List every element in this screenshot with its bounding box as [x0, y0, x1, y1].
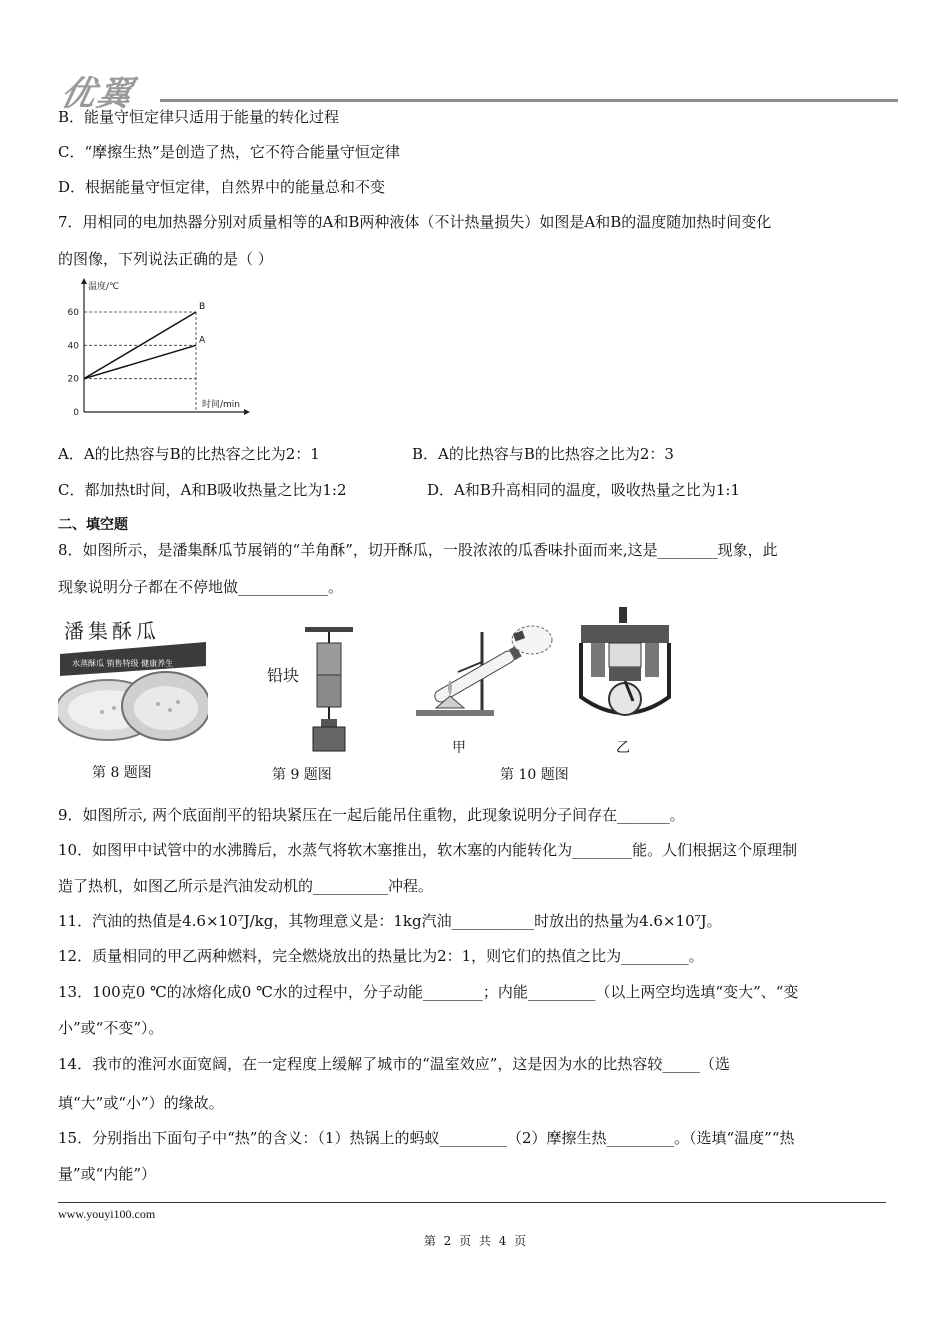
figure-9-label: 铅块 — [267, 666, 300, 685]
q6-option-b: B．能量守恒定律只适用于能量的转化过程 — [58, 108, 340, 126]
q7-stem-line1: 7．用相同的电加热器分别对质量相等的A和B两种液体（不计热量损失）如图是A和B的温度随加热时间变化 — [58, 213, 772, 231]
figure-8-slogan-text: 水蒸酥瓜 销售特级 健康养生 — [72, 659, 174, 668]
figure-10b-label: 乙 — [616, 740, 630, 756]
chart-series-label-A: A — [199, 335, 206, 346]
q10-stem-line1: 10．如图甲中试管中的水沸腾后，水蒸气将软木塞推出，软木塞的内能转化为________能。人们根据这个原理制 — [58, 841, 798, 859]
page-number: 第 2 页 共 4 页 — [423, 1234, 527, 1248]
q6-option-d: D．根据能量守恒定律，自然界中的能量总和不变 — [58, 178, 386, 196]
figure-8-melon-photo — [58, 618, 208, 748]
q9-stem: 9．如图所示, 两个底面削平的铅块紧压在一起后能吊住重物，此现象说明分子间存在_______。 — [58, 806, 685, 824]
q14-stem-line2: 填“大”或“小”）的缘故。 — [58, 1094, 224, 1112]
q12-stem: 12．质量相同的甲乙两种燃料，完全燃烧放出的热量比为2：1，则它们的热值之比为_________。 — [58, 947, 704, 965]
q14-stem-line1: 14．我市的淮河水面宽阔，在一定程度上缓解了城市的“温室效应”，这是因为水的比热容较_____（选 — [58, 1055, 730, 1073]
chart-x-label: 时间/min — [202, 400, 241, 410]
chart-y-arrow — [81, 278, 87, 284]
figure-8-caption: 第 8 题图 — [92, 765, 152, 781]
footer-rule — [58, 1202, 886, 1203]
brand-logo: 优翼 — [57, 74, 138, 114]
chart-y-tick-label: 0 — [73, 408, 79, 418]
q15-stem-line2: 量”或“内能”） — [58, 1165, 157, 1183]
figure-10-caption: 第 10 题图 — [500, 767, 569, 783]
header-rule — [160, 99, 898, 102]
chart-y-tick-label: 40 — [67, 341, 79, 352]
q10-stem-line2: 造了热机，如图乙所示是汽油发动机的__________冲程。 — [58, 877, 434, 895]
q13-stem-line1: 13．100克0 ℃的冰熔化成0 ℃水的过程中，分子动能________；内能_________（以上两空均选填“变大”、“变 — [58, 983, 799, 1001]
figure-10a-label: 甲 — [452, 740, 466, 756]
q15-stem-line1: 15．分别指出下面句子中“热”的含义：（1）热锅上的蚂蚁_________（2）摩擦生热_________。（选填“温度”“热 — [58, 1129, 795, 1147]
chart-series-line-A — [84, 345, 196, 378]
q6-option-c: C．“摩擦生热”是创造了热，它不符合能量守恒定律 — [58, 143, 400, 161]
section-title-fill-blank: 二、填空题 — [58, 517, 128, 533]
chart-y-tick-label: 60 — [67, 308, 79, 318]
figure-9-lead-blocks — [265, 625, 355, 755]
q13-stem-line2: 小”或“不变”）。 — [58, 1019, 164, 1037]
q11-stem: 11．汽油的热值是4.6×10⁷J/kg，其物理意义是：1kg汽油___________时放出的热量为4.6×10⁷J。 — [58, 912, 722, 930]
q7-option-b: B．A的比热容与B的比热容之比为2：3 — [412, 445, 674, 463]
chart-y-tick-label: 20 — [67, 374, 79, 385]
q8-stem-line2: 现象说明分子都在不停地做____________。 — [58, 578, 344, 596]
q7-option-d: D．A和B升高相同的温度，吸收热量之比为1:1 — [427, 481, 741, 499]
footer-url: www.youyi100.com — [58, 1207, 156, 1221]
chart-series-label-B: B — [199, 302, 206, 312]
chart-x-arrow — [244, 409, 250, 415]
q7-stem-line2: 的图像，下列说法正确的是（ ） — [58, 250, 273, 268]
figure-10a-test-tube — [410, 622, 555, 722]
figure-9-caption: 第 9 题图 — [272, 767, 332, 783]
q7-option-a: A．A的比热容与B的比热容之比为2：1 — [58, 445, 320, 463]
q8-stem-line1: 8．如图所示，是潘集酥瓜节展销的“羊角酥”，切开酥瓜，一股浓浓的瓜香味扑面而来,这是________现象，此 — [58, 541, 778, 559]
figure-10b-engine — [575, 605, 675, 725]
temperature-time-chart — [58, 278, 258, 423]
chart-y-label: 温度/℃ — [88, 282, 120, 292]
figure-8-banner-text: 潘集酥瓜 — [64, 619, 160, 643]
q7-option-c: C．都加热t时间，A和B吸收热量之比为1:2 — [58, 481, 347, 499]
